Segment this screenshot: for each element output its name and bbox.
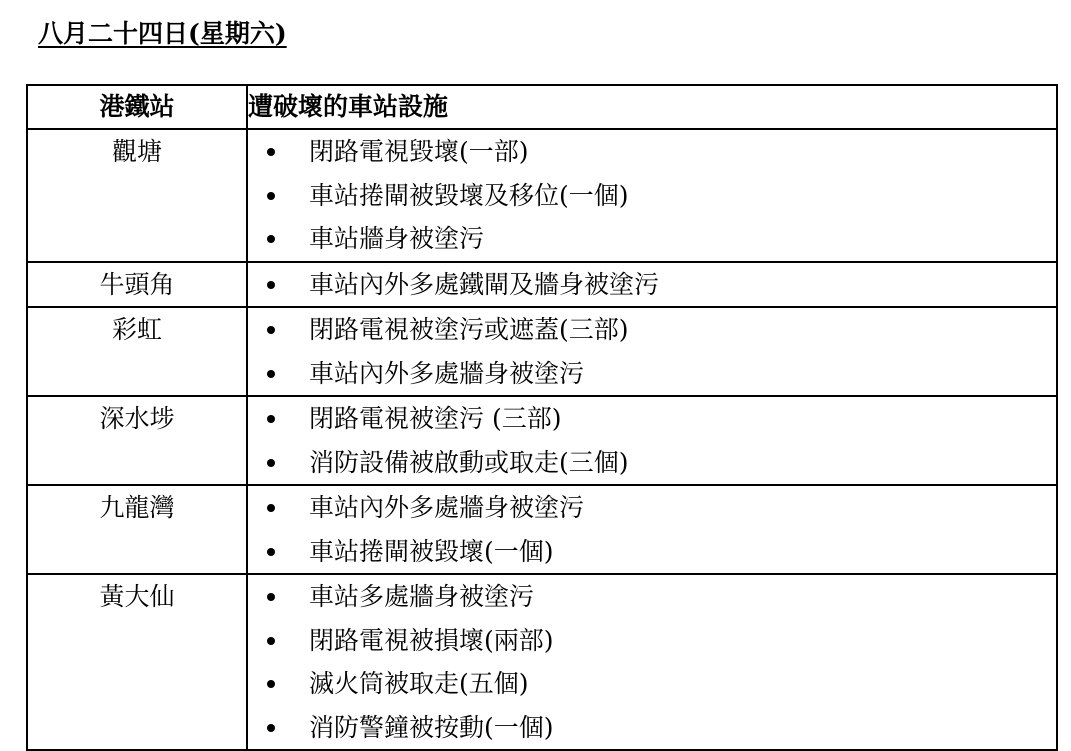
- column-header-station: 港鐵站: [27, 85, 247, 129]
- facility-list: [248, 130, 1056, 261]
- list-item-text: 車站內外多處牆身被塗污: [309, 493, 585, 522]
- bullet-icon: [266, 130, 276, 174]
- list-item-text: 閉路電視被塗污 (三部): [309, 404, 562, 433]
- table-body: [27, 129, 1057, 750]
- table-row: [27, 129, 1057, 262]
- bullet-icon: [266, 575, 276, 619]
- list-item-text: 車站內外多處牆身被塗污: [309, 358, 585, 388]
- list-item: [248, 352, 1056, 396]
- station-name: 彩虹: [27, 307, 247, 396]
- bullet-icon: [266, 530, 276, 574]
- document-title: 八月二十四日(星期六): [38, 19, 287, 48]
- bullet-icon: [266, 619, 276, 663]
- list-item: [248, 441, 1056, 485]
- facility-cell: [247, 485, 1057, 574]
- station-name: 深水埗: [27, 396, 247, 485]
- list-item: [248, 397, 1056, 441]
- list-item-text: 車站牆身被塗污: [309, 224, 485, 253]
- list-item: [248, 263, 1056, 307]
- list-item-text: 閉路電視毀壞(一部): [309, 137, 529, 166]
- list-item-text: 閉路電視被塗污或遮蓋(三部): [309, 315, 629, 344]
- list-item-text: 消防警鐘被按動(一個): [309, 712, 554, 742]
- table-row: [27, 485, 1057, 574]
- bullet-icon: [266, 397, 276, 441]
- list-item-text: 車站捲閘被毀壞(一個): [309, 536, 554, 566]
- damage-table: [26, 84, 1058, 751]
- list-item: [248, 174, 1056, 218]
- list-item-text: 車站內外多處鐵閘及牆身被塗污: [309, 269, 660, 299]
- list-item-text: 消防設備被啟動或取走(三個): [309, 447, 629, 477]
- station-name: 觀塘: [27, 129, 247, 262]
- facility-cell: [247, 129, 1057, 262]
- table-row: [27, 396, 1057, 485]
- facility-cell: [247, 574, 1057, 750]
- facility-list: [248, 397, 1056, 484]
- table-header-row: [27, 85, 1057, 129]
- list-item-text: 車站捲閘被毀壞及移位(一個): [309, 180, 629, 210]
- bullet-icon: [266, 662, 276, 706]
- bullet-icon: [266, 352, 276, 396]
- facility-list: [248, 308, 1056, 395]
- facility-cell: [247, 396, 1057, 485]
- bullet-icon: [266, 308, 276, 352]
- facility-cell: [247, 262, 1057, 308]
- list-item: [248, 308, 1056, 352]
- station-name: 九龍灣: [27, 485, 247, 574]
- bullet-icon: [266, 706, 276, 750]
- list-item: [248, 575, 1056, 619]
- facility-cell: [247, 307, 1057, 396]
- station-name: 黃大仙: [27, 574, 247, 750]
- bullet-icon: [266, 174, 276, 218]
- bullet-icon: [266, 441, 276, 485]
- station-name: 牛頭角: [27, 262, 247, 308]
- bullet-icon: [266, 263, 276, 307]
- list-item-text: 滅火筒被取走(五個): [309, 669, 529, 698]
- list-item-text: 閉路電視被損壞(兩部): [309, 625, 554, 655]
- table-row: [27, 262, 1057, 308]
- bullet-icon: [266, 217, 276, 261]
- table-row: [27, 574, 1057, 750]
- list-item: [248, 530, 1056, 574]
- list-item: [248, 619, 1056, 663]
- facility-list: [248, 263, 1056, 307]
- list-item: [248, 706, 1056, 750]
- facility-list: [248, 575, 1056, 749]
- list-item: [248, 130, 1056, 174]
- column-header-facilities: 遭破壞的車站設施: [247, 85, 1057, 129]
- list-item: [248, 662, 1056, 706]
- list-item-text: 車站多處牆身被塗污: [309, 582, 535, 611]
- list-item: [248, 217, 1056, 261]
- list-item: [248, 486, 1056, 530]
- bullet-icon: [266, 486, 276, 530]
- facility-list: [248, 486, 1056, 573]
- table-row: [27, 307, 1057, 396]
